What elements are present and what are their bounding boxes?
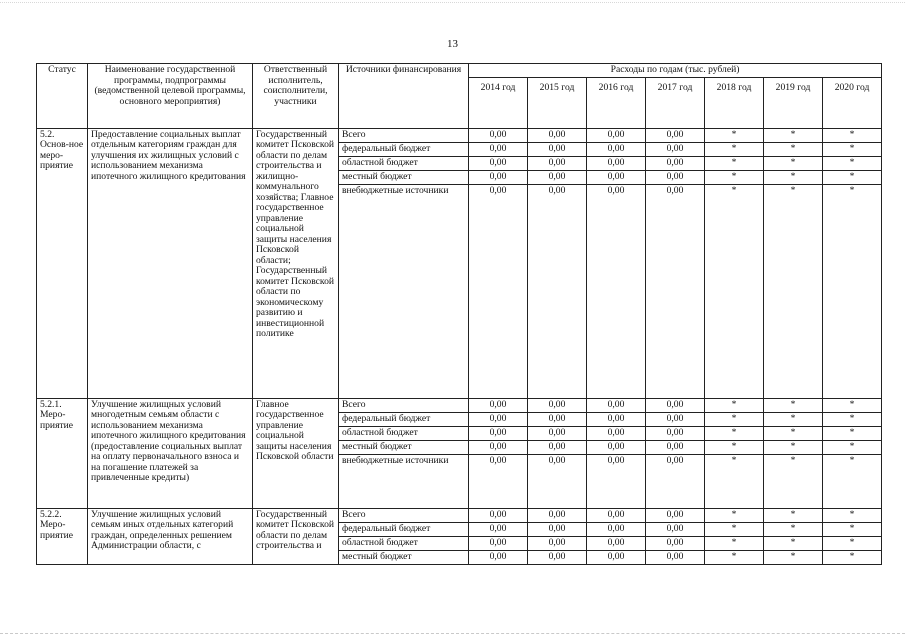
header-year: 2016 год: [587, 77, 646, 128]
value-cell: 0,00: [646, 426, 705, 440]
value-placeholder-cell: *: [764, 508, 823, 522]
value-cell: 0,00: [646, 128, 705, 142]
value-cell: 0,00: [646, 184, 705, 398]
table-row: [37, 398, 882, 412]
value-cell: 0,00: [587, 170, 646, 184]
value-placeholder-cell: *: [823, 550, 882, 564]
value-placeholder-cell: *: [823, 170, 882, 184]
value-placeholder-cell: *: [764, 184, 823, 398]
value-cell: 0,00: [528, 522, 587, 536]
value-placeholder-cell: *: [764, 412, 823, 426]
header-year: 2017 год: [646, 77, 705, 128]
value-placeholder-cell: *: [823, 412, 882, 426]
value-cell: 0,00: [469, 508, 528, 522]
header-row-1: [37, 64, 882, 78]
value-placeholder-cell: *: [705, 550, 764, 564]
value-placeholder-cell: *: [823, 536, 882, 550]
source-cell: Всего: [339, 398, 469, 412]
value-placeholder-cell: *: [823, 508, 882, 522]
source-cell: Всего: [339, 508, 469, 522]
value-cell: 0,00: [587, 536, 646, 550]
header-executor: Ответственный исполнитель, соисполнители, участники: [253, 64, 339, 129]
value-placeholder-cell: *: [764, 398, 823, 412]
value-placeholder-cell: *: [705, 426, 764, 440]
name-cell: Улучшение жилищных условий многодетным семьям области с использованием механизма ипотечного жилищного кредитования (предоставление социальных выплат на оплату первоначального взноса и на погашение платежей за привлеченные кредиты): [88, 398, 253, 508]
status-cell: 5.2. Основ-ное меро-приятие: [37, 128, 88, 398]
value-cell: 0,00: [469, 454, 528, 508]
value-cell: 0,00: [646, 454, 705, 508]
value-placeholder-cell: *: [705, 128, 764, 142]
value-cell: 0,00: [587, 142, 646, 156]
source-cell: федеральный бюджет: [339, 412, 469, 426]
value-placeholder-cell: *: [705, 184, 764, 398]
source-cell: федеральный бюджет: [339, 522, 469, 536]
value-placeholder-cell: *: [705, 412, 764, 426]
value-placeholder-cell: *: [764, 536, 823, 550]
value-cell: 0,00: [528, 440, 587, 454]
value-placeholder-cell: *: [705, 536, 764, 550]
source-cell: внебюджетные источники: [339, 184, 469, 398]
value-cell: 0,00: [587, 454, 646, 508]
value-placeholder-cell: *: [764, 550, 823, 564]
value-cell: 0,00: [528, 128, 587, 142]
header-year: 2018 год: [705, 77, 764, 128]
value-cell: 0,00: [646, 156, 705, 170]
value-cell: 0,00: [469, 522, 528, 536]
value-cell: 0,00: [469, 170, 528, 184]
source-cell: Всего: [339, 128, 469, 142]
value-cell: 0,00: [469, 156, 528, 170]
value-cell: 0,00: [587, 440, 646, 454]
source-cell: местный бюджет: [339, 550, 469, 564]
value-cell: 0,00: [469, 536, 528, 550]
value-cell: 0,00: [646, 550, 705, 564]
value-cell: 0,00: [587, 128, 646, 142]
value-placeholder-cell: *: [705, 440, 764, 454]
value-placeholder-cell: *: [705, 170, 764, 184]
value-placeholder-cell: *: [823, 454, 882, 508]
source-cell: областной бюджет: [339, 156, 469, 170]
value-cell: 0,00: [528, 508, 587, 522]
value-cell: 0,00: [646, 398, 705, 412]
value-placeholder-cell: *: [705, 522, 764, 536]
scan-top-edge: [0, 2, 905, 4]
value-placeholder-cell: *: [823, 522, 882, 536]
value-cell: 0,00: [528, 426, 587, 440]
value-cell: 0,00: [587, 412, 646, 426]
value-placeholder-cell: *: [823, 440, 882, 454]
value-placeholder-cell: *: [764, 170, 823, 184]
value-placeholder-cell: *: [764, 142, 823, 156]
value-placeholder-cell: *: [705, 508, 764, 522]
value-cell: 0,00: [646, 142, 705, 156]
status-cell: 5.2.2. Меро-приятие: [37, 508, 88, 564]
value-cell: 0,00: [646, 536, 705, 550]
value-cell: 0,00: [469, 128, 528, 142]
value-cell: 0,00: [469, 440, 528, 454]
value-cell: 0,00: [528, 184, 587, 398]
header-year: 2015 год: [528, 77, 587, 128]
source-cell: местный бюджет: [339, 440, 469, 454]
header-status: Статус: [37, 64, 88, 129]
value-cell: 0,00: [469, 184, 528, 398]
header-name: Наименование государственной программы, подпрограммы (ведомственной целевой программы, основного мероприятия): [88, 64, 253, 129]
value-cell: 0,00: [528, 398, 587, 412]
value-cell: 0,00: [646, 440, 705, 454]
value-placeholder-cell: *: [764, 156, 823, 170]
value-cell: 0,00: [528, 156, 587, 170]
source-cell: внебюджетные источники: [339, 454, 469, 508]
header-year: 2019 год: [764, 77, 823, 128]
value-cell: 0,00: [587, 508, 646, 522]
value-cell: 0,00: [528, 454, 587, 508]
value-placeholder-cell: *: [764, 454, 823, 508]
value-placeholder-cell: *: [823, 156, 882, 170]
value-cell: 0,00: [469, 142, 528, 156]
value-cell: 0,00: [528, 550, 587, 564]
header-year: 2020 год: [823, 77, 882, 128]
value-placeholder-cell: *: [705, 454, 764, 508]
value-cell: 0,00: [646, 412, 705, 426]
value-cell: 0,00: [528, 142, 587, 156]
value-cell: 0,00: [528, 536, 587, 550]
value-cell: 0,00: [587, 184, 646, 398]
scan-bottom-edge: [0, 633, 905, 635]
value-placeholder-cell: *: [823, 426, 882, 440]
value-cell: 0,00: [469, 398, 528, 412]
header-year: 2014 год: [469, 77, 528, 128]
header-expenses: Расходы по годам (тыс. рублей): [469, 64, 882, 78]
value-cell: 0,00: [646, 508, 705, 522]
value-placeholder-cell: *: [764, 440, 823, 454]
table-row: [37, 508, 882, 522]
expenses-table: [36, 63, 882, 565]
value-placeholder-cell: *: [823, 184, 882, 398]
value-cell: 0,00: [469, 426, 528, 440]
header-sources: Источники финансирования: [339, 64, 469, 129]
value-cell: 0,00: [646, 522, 705, 536]
executor-cell: Государственный комитет Псковской области по делам строительства и: [253, 508, 339, 564]
value-placeholder-cell: *: [705, 142, 764, 156]
value-placeholder-cell: *: [764, 522, 823, 536]
name-cell: Улучшение жилищных условий семьям иных отдельных категорий граждан, определенных решением Администрации области, с: [88, 508, 253, 564]
value-cell: 0,00: [587, 426, 646, 440]
value-placeholder-cell: *: [823, 128, 882, 142]
value-placeholder-cell: *: [705, 398, 764, 412]
value-placeholder-cell: *: [823, 142, 882, 156]
value-cell: 0,00: [469, 412, 528, 426]
value-cell: 0,00: [587, 156, 646, 170]
name-cell: Предоставление социальных выплат отдельным категориям граждан для улучшения их жилищных условий с использованием механизма ипотечного жилищного кредитования: [88, 128, 253, 398]
source-cell: федеральный бюджет: [339, 142, 469, 156]
source-cell: местный бюджет: [339, 170, 469, 184]
table-row: [37, 128, 882, 142]
source-cell: областной бюджет: [339, 536, 469, 550]
value-cell: 0,00: [528, 170, 587, 184]
value-placeholder-cell: *: [764, 128, 823, 142]
executor-cell: Главное государственное управление социальной защиты населения Псковской области: [253, 398, 339, 508]
value-placeholder-cell: *: [823, 398, 882, 412]
value-cell: 0,00: [528, 412, 587, 426]
source-cell: областной бюджет: [339, 426, 469, 440]
executor-cell: Государственный комитет Псковской области по делам строительства и жилищно-коммунального хозяйства; Главное государственное управление социальной защиты населения Псковской области; Государственный комитет Псковской области по экономическому развитию и инвестиционной политике: [253, 128, 339, 398]
value-cell: 0,00: [587, 522, 646, 536]
status-cell: 5.2.1. Меро-приятие: [37, 398, 88, 508]
value-cell: 0,00: [587, 550, 646, 564]
value-placeholder-cell: *: [764, 426, 823, 440]
value-cell: 0,00: [646, 170, 705, 184]
value-placeholder-cell: *: [705, 156, 764, 170]
value-cell: 0,00: [587, 398, 646, 412]
value-cell: 0,00: [469, 550, 528, 564]
page-number: 13: [447, 38, 458, 50]
